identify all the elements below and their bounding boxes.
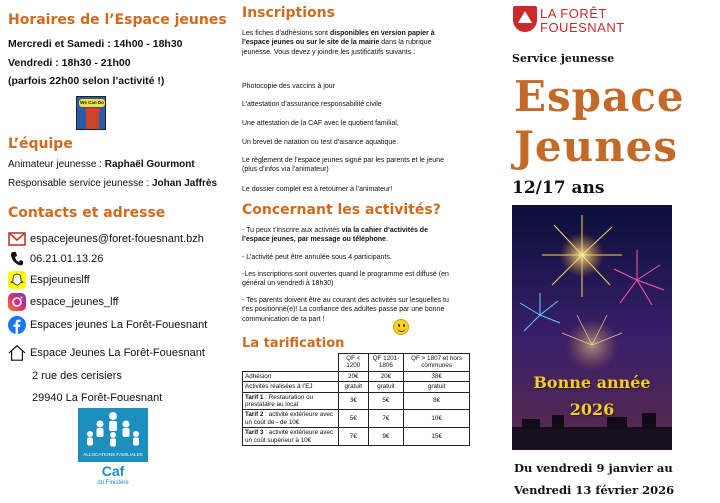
hours-title: Horaires de l’Espace jeunes bbox=[8, 12, 227, 28]
doc-item: Photocopie des vaccins à jour bbox=[242, 83, 335, 90]
right-panel bbox=[500, 0, 720, 503]
inscriptions-intro bbox=[242, 29, 452, 57]
poster-caption: We Can Do bbox=[80, 100, 104, 105]
left-panel bbox=[0, 0, 232, 503]
act-bold: via la cahier d’activités de l’espace jeunes, par message ou téléphone bbox=[242, 227, 428, 244]
doc-item: Le dossier complet est à retourner à l’animateur! bbox=[242, 186, 393, 193]
team-name: Johan Jaffrès bbox=[151, 178, 218, 189]
contacts-title: Contacts et adresse bbox=[8, 205, 166, 221]
activity-note bbox=[242, 226, 452, 245]
caf-department: du Finistère bbox=[97, 480, 129, 486]
team-member bbox=[8, 159, 195, 170]
tarif-desc: : Restauration ou prestataire au local bbox=[245, 393, 314, 409]
service-label: Service jeunesse bbox=[512, 52, 615, 65]
tarif-desc: : activité extérieure avec un coût de - de 10€ bbox=[245, 411, 334, 426]
table-row bbox=[243, 410, 470, 428]
activity-note: -Les inscriptions sont ouvertes quand le programme est diffusé (en général un vendredi à 18h30) bbox=[242, 271, 449, 288]
table-cell: gratuit bbox=[404, 382, 470, 392]
table-cell: 8€ bbox=[404, 392, 470, 410]
snapchat-icon bbox=[8, 271, 26, 289]
row-label bbox=[243, 428, 339, 446]
caf-band: ALLOCATIONS FAMILIALES bbox=[78, 452, 148, 462]
table-cell: 7€ bbox=[368, 410, 404, 428]
phone-number[interactable]: 06.21.01.13.26 bbox=[30, 253, 104, 265]
hours-line: Mercredi et Samedi : 14h00 - 18h30 bbox=[8, 38, 183, 50]
address-line: 29940 La Forêt-Fouesnant bbox=[32, 392, 163, 404]
house-icon bbox=[8, 344, 26, 362]
table-header-row bbox=[243, 354, 470, 372]
act-text: . bbox=[385, 236, 388, 244]
facebook-icon bbox=[8, 316, 26, 334]
team-name: Raphaël Gourmont bbox=[104, 159, 195, 170]
instagram-handle[interactable]: espace_jeunes_lff bbox=[30, 296, 119, 308]
row-label bbox=[243, 410, 339, 428]
tarif-name: Tarif 3 bbox=[245, 429, 264, 437]
row-label bbox=[243, 392, 339, 410]
intro-bold: disponibles en version papier à l’espace jeunes ou sur le site de la mairie bbox=[242, 30, 435, 47]
table-row bbox=[243, 392, 470, 410]
tarif-name: Tarif 2 bbox=[245, 411, 264, 419]
main-title: Jeunes bbox=[514, 122, 679, 171]
tarif-desc: : activité extérieure avec un coût supérieur à 10€ bbox=[245, 429, 334, 444]
town-name: LA FORÊT bbox=[540, 6, 607, 21]
team-role: Responsable service jeunesse : bbox=[8, 178, 152, 189]
main-title: Espace bbox=[514, 72, 685, 121]
table-cell: 9€ bbox=[368, 428, 404, 446]
period-end: Vendredi 13 février 2026 bbox=[514, 483, 675, 497]
team-role: Animateur jeunesse : bbox=[8, 159, 105, 170]
doc-item: Un brevet de natation ou test d’aisance aquatique. bbox=[242, 139, 399, 146]
team-member bbox=[8, 178, 217, 189]
row-label: Adhésion bbox=[243, 371, 339, 381]
caf-logo bbox=[78, 408, 148, 492]
doc-item: L’attestation d’assurance responsabilité civile bbox=[242, 101, 382, 108]
period-start: Du vendredi 9 janvier au bbox=[514, 461, 673, 475]
email-link[interactable]: espacejeunes@foret-fouesnant.bzh bbox=[30, 233, 204, 245]
mail-icon bbox=[8, 230, 26, 248]
table-cell: 5€ bbox=[339, 410, 369, 428]
poster-bandana bbox=[85, 108, 100, 113]
table-header: QF > 1807 et hors communes bbox=[404, 354, 470, 372]
caf-name: Caf bbox=[101, 463, 125, 479]
table-cell: gratuit bbox=[368, 382, 404, 392]
row-label: Activités réalisées à l’EJ bbox=[243, 382, 339, 392]
team-title: L’équipe bbox=[8, 136, 73, 152]
smiley-icon bbox=[393, 319, 409, 335]
hours-line: (parfois 22h00 selon l’activité !) bbox=[8, 75, 165, 87]
town-crest-icon bbox=[513, 6, 537, 32]
table-cell: 7€ bbox=[339, 428, 369, 446]
middle-panel bbox=[232, 0, 500, 503]
address-line: 2 rue des cerisiers bbox=[32, 370, 122, 382]
table-cell: 20€ bbox=[339, 371, 369, 381]
we-can-do-it-poster bbox=[76, 96, 106, 130]
tarif-table bbox=[242, 353, 470, 446]
table-cell: 20€ bbox=[368, 371, 404, 381]
contact-phone[interactable] bbox=[8, 249, 103, 269]
table-row bbox=[243, 428, 470, 446]
instagram-icon bbox=[8, 293, 26, 311]
activity-note: - Tes parents doivent être au courant des activités sur lesquelles tu t’es positionné(e)! La confiance des adultes passe par une bonne communication de ta part ! bbox=[242, 297, 449, 323]
phone-icon bbox=[8, 250, 26, 268]
table-header: QF < 1200 bbox=[339, 354, 369, 372]
contact-snapchat[interactable] bbox=[8, 270, 90, 290]
snapchat-handle[interactable]: Espjeuneslff bbox=[30, 274, 90, 286]
inscriptions-title: Inscriptions bbox=[242, 5, 335, 21]
activity-note: - L’activité peut être annulée sous 4 participants. bbox=[242, 254, 392, 261]
greeting-text: Bonne année bbox=[533, 373, 651, 392]
tarif-name: Tarif 1 bbox=[245, 393, 264, 401]
contact-address bbox=[8, 343, 205, 363]
act-text: - Tu peux t’inscrire aux activités bbox=[242, 227, 342, 234]
table-cell: gratuit bbox=[339, 382, 369, 392]
activities-title: Concernant les activités? bbox=[242, 202, 441, 218]
address-line: Espace Jeunes La Forêt-Fouesnant bbox=[30, 347, 205, 359]
table-cell: 38€ bbox=[404, 371, 470, 381]
contact-facebook[interactable] bbox=[8, 315, 207, 335]
intro-text: dans la rubrique jeunesse. Vous devez y joindre les justificatifs suivants : bbox=[242, 39, 432, 56]
table-header: QF 1201-1806 bbox=[368, 354, 404, 372]
greeting-year: 2026 bbox=[569, 400, 615, 419]
town-name: FOUESNANT bbox=[540, 20, 625, 35]
table-cell: 15€ bbox=[404, 428, 470, 446]
hours-line: Vendredi : 18h30 - 21h00 bbox=[8, 57, 131, 69]
contact-instagram[interactable] bbox=[8, 292, 118, 312]
table-row bbox=[243, 371, 470, 381]
caf-family-graphic bbox=[78, 408, 148, 452]
doc-item: Le règlement de l’espace jeunes signé par les parents et le jeune (plus d’infos via l’animateur) bbox=[242, 157, 444, 174]
tarif-title: La tarification bbox=[242, 336, 345, 351]
fireworks-photo bbox=[512, 205, 672, 450]
table-cell: 10€ bbox=[404, 410, 470, 428]
table-cell: 3€ bbox=[339, 392, 369, 410]
contact-email[interactable] bbox=[8, 229, 204, 249]
table-cell: 5€ bbox=[368, 392, 404, 410]
table-row bbox=[243, 382, 470, 392]
age-range: 12/17 ans bbox=[512, 178, 605, 198]
facebook-page[interactable]: Espaces jeunes La Forêt-Fouesnant bbox=[30, 319, 208, 331]
intro-text: Les fiches d’adhésions sont bbox=[242, 30, 330, 37]
doc-item: Une attestation de la CAF avec le quotient familial, bbox=[242, 120, 399, 127]
